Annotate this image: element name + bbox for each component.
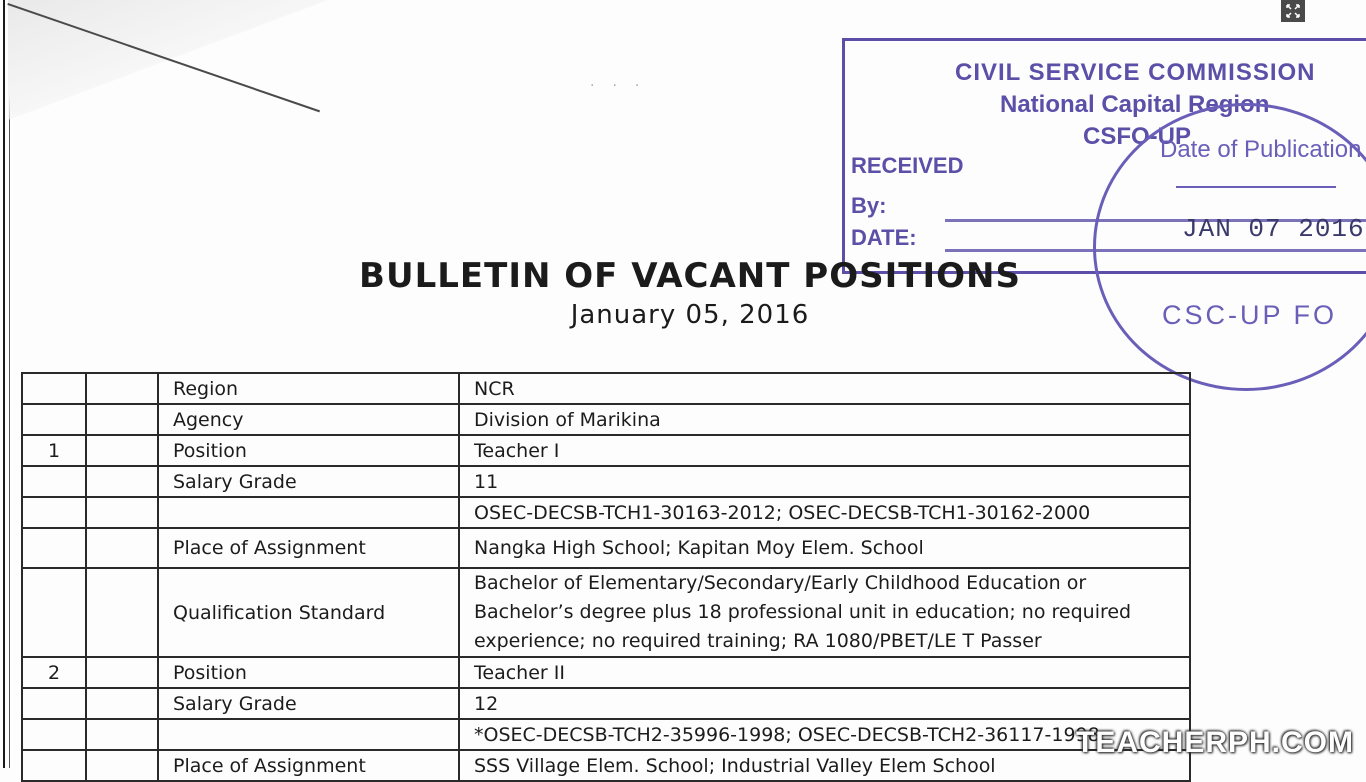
place-label: Place of Assignment: [158, 528, 459, 568]
position-label: Position: [158, 435, 459, 466]
table-row: [22, 373, 1190, 404]
position-label: Position: [158, 657, 459, 688]
table-row: [22, 568, 1190, 657]
salary-grade-label: Salary Grade: [158, 688, 459, 719]
table-row: [22, 497, 1190, 528]
agency-label: Agency: [158, 404, 459, 435]
table-row: [22, 435, 1190, 466]
publication-date: JAN 07 2016: [1182, 214, 1365, 244]
salary-grade-label: Salary Grade: [158, 466, 459, 497]
publication-office: CSC-UP FO: [1162, 300, 1338, 330]
document-title: BULLETIN OF VACANT POSITIONS: [359, 256, 1021, 296]
table-row: [22, 404, 1190, 435]
stamp-received: RECEIVED: [851, 153, 964, 178]
place-value: SSS Village Elem. School; Industrial Valley Elem School: [459, 750, 1190, 781]
place-value: Nangka High School; Kapitan Moy Elem. School: [459, 528, 1190, 568]
table-row: [22, 719, 1190, 750]
table-row: [22, 466, 1190, 497]
vacancy-table: [21, 372, 1191, 782]
document-date: January 05, 2016: [570, 300, 810, 330]
expand-arrows-icon: [1286, 4, 1300, 18]
salary-grade-value: 11: [459, 466, 1190, 497]
table-row: [22, 657, 1190, 688]
region-label: Region: [158, 373, 459, 404]
position-number: 2: [22, 657, 86, 688]
position-number: 1: [22, 435, 86, 466]
stamp-region: National Capital Region: [1000, 91, 1270, 118]
site-watermark: TEACHERPH.COM: [1076, 726, 1355, 759]
publication-label: Date of Publication: [1160, 136, 1362, 163]
scan-marks: ···: [590, 78, 658, 94]
qualification-label: Qualification Standard: [158, 568, 459, 657]
salary-grade-value: 12: [459, 688, 1190, 719]
item-numbers: OSEC-DECSB-TCH1-30163-2012; OSEC-DECSB-TCH1-30162-2000: [459, 497, 1190, 528]
stamp-office: CSFO-UP: [1083, 123, 1191, 150]
region-value: NCR: [459, 373, 1190, 404]
stamp-date-label: DATE:: [851, 225, 917, 250]
expand-icon[interactable]: [1281, 0, 1305, 22]
item-numbers: *OSEC-DECSB-TCH2-35996-1998; OSEC-DECSB-TCH2-36117-1998: [459, 719, 1190, 750]
place-label: Place of Assignment: [158, 750, 459, 781]
agency-value: Division of Marikina: [459, 404, 1190, 435]
stamp-by: By:: [851, 193, 887, 218]
table-row: [22, 528, 1190, 568]
publication-rule: [1176, 186, 1336, 188]
table-row: [22, 688, 1190, 719]
stamp-agency: CIVIL SERVICE COMMISSION: [955, 59, 1316, 86]
position-value: Teacher I: [459, 435, 1190, 466]
table-row: [22, 750, 1190, 781]
position-value: Teacher II: [459, 657, 1190, 688]
qualification-value: Bachelor of Elementary/Secondary/Early Childhood Education or Bachelor’s degree plus 18 professional unit in education; no required experience; no required training; RA 1080/PBET/LE T Passer: [459, 568, 1190, 657]
